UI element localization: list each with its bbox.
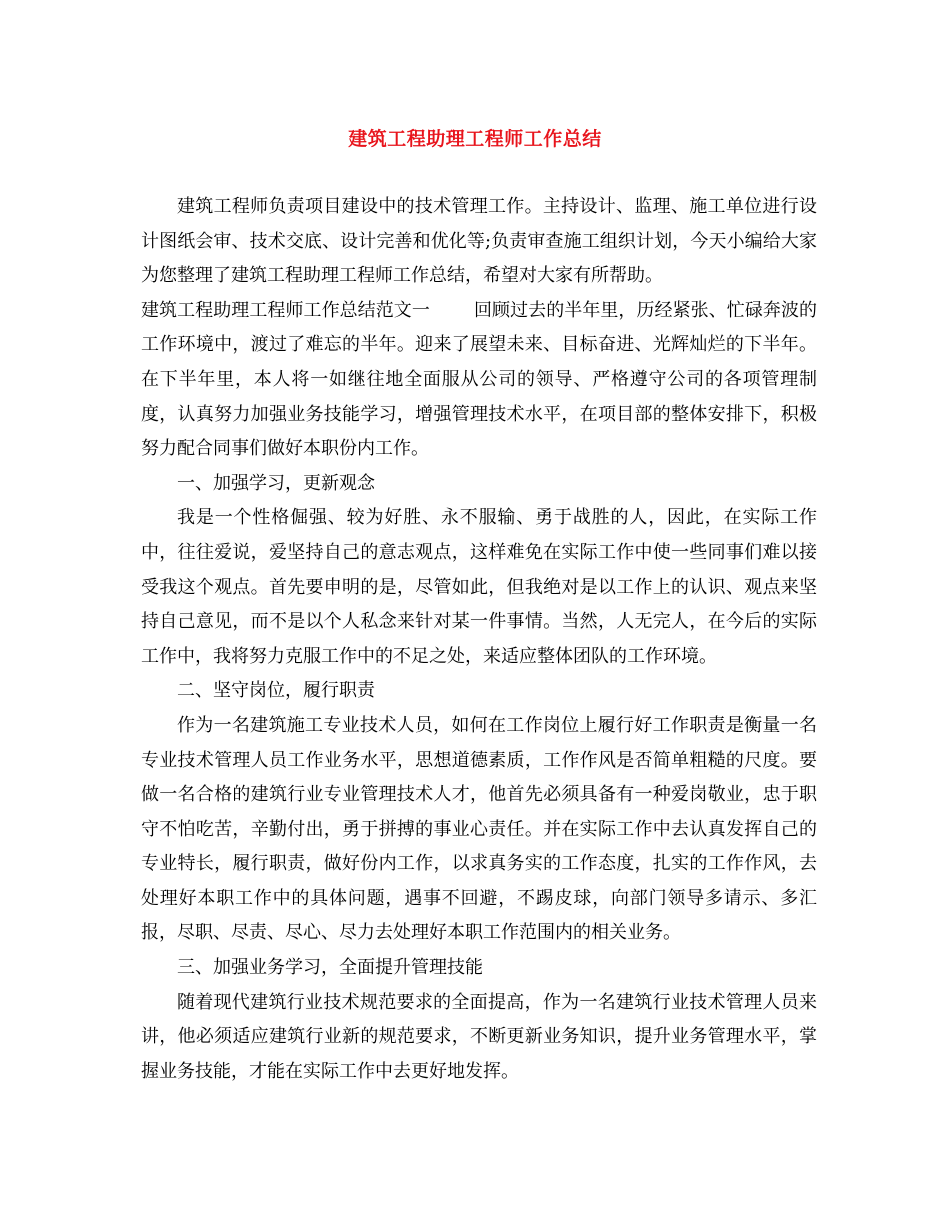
document-title: 建筑工程助理工程师工作总结 xyxy=(348,128,602,150)
section-heading: 二、坚守岗位，履行职责 xyxy=(177,680,375,702)
sample-heading: 建筑工程助理工程师工作总结范文一 xyxy=(141,299,430,321)
sample-paragraph xyxy=(141,294,817,467)
document-body xyxy=(141,190,817,1089)
intro-paragraph: 建筑工程师负责项目建设中的技术管理工作。主持设计、监理、施工单位进行设计图纸会审、技术交底、设计完善和优化等;负责审查施工组织计划，今天小编给大家为您整理了建筑工程助理工程师工作总结，希望对大家有所帮助。 xyxy=(141,196,817,287)
section-paragraph: 我是一个性格倔强、较为好胜、永不服输、勇于战胜的人，因此，在实际工作中，往往爱说，爱坚持自己的意志观点，这样难免在实际工作中使一些同事们难以接受我这个观点。首先要申明的是，尽管如此，但我绝对是以工作上的认识、观点来坚持自己意见，而不是以个人私念来针对某一件事情。当然，人无完人，在今后的实际工作中，我将努力克服工作中的不足之处，来适应整体团队的工作环境。 xyxy=(141,507,817,667)
sample-opening-text: 回顾过去的半年里，历经紧张、忙碌奔波的工作环境中，渡过了难忘的半年。迎来了展望未来、目标奋进、光辉灿烂的下半年。在下半年里，本人将一如继往地全面服从公司的领导、严格遵守公司的各项管理制度，认真努力加强业务技能学习，增强管理技术水平，在项目部的整体安排下，积极努力配合同事们做好本职份内工作。 xyxy=(141,299,818,460)
section-paragraph: 随着现代建筑行业技术规范要求的全面提高，作为一名建筑行业技术管理人员来讲，他必须适应建筑行业新的规范要求，不断更新业务知识，提升业务管理水平，掌握业务技能，才能在实际工作中去更好地发挥。 xyxy=(141,991,817,1082)
section-heading: 三、加强业务学习，全面提升管理技能 xyxy=(177,957,483,979)
section-heading: 一、加强学习，更新观念 xyxy=(177,472,375,494)
section-paragraph: 作为一名建筑施工专业技术人员，如何在工作岗位上履行好工作职责是衡量一名专业技术管理人员工作业务水平，思想道德素质，工作作风是否简单粗糙的尺度。要做一名合格的建筑行业专业管理技术人才，他首先必须具备有一种爱岗敬业，忠于职守不怕吃苦，辛勤付出，勇于拼搏的事业心责任。并在实际工作中去认真发挥自己的专业特长，履行职责，做好份内工作，以求真务实的工作态度，扎实的工作作风，去处理好本职工作中的具体问题，遇事不回避，不踢皮球，向部门领导多请示、多汇报，尽职、尽责、尽心、尽力去处理好本职工作范围内的相关业务。 xyxy=(141,714,817,944)
